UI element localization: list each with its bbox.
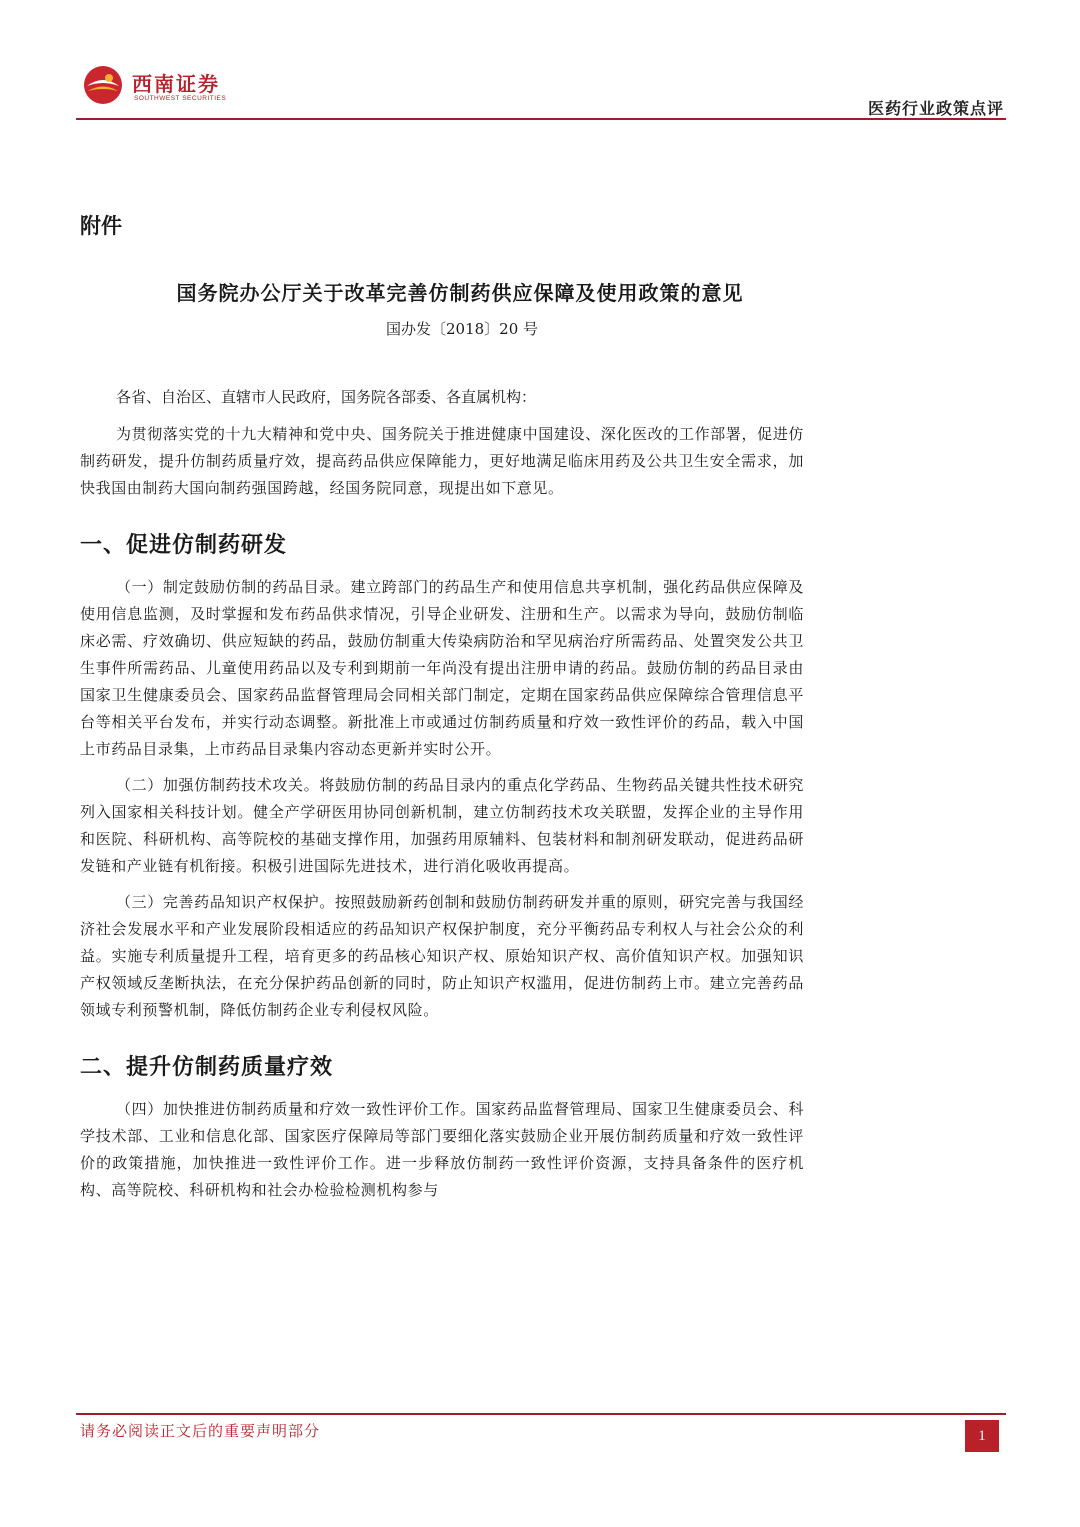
paragraph: （一）制定鼓励仿制的药品目录。建立跨部门的药品生产和使用信息共享机制，强化药品供应保障及使用信息监测，及时掌握和发布药品供求情况，引导企业研发、注册和生产。以需求为导向，鼓励仿制临床必需、疗效确切、供应短缺的药品，鼓励仿制重大传染病防治和罕见病治疗所需药品、处置突发公共卫生事件所需药品、儿童使用药品以及专利到期前一年尚没有提出注册申请的药品。鼓励仿制的药品目录由国家卫生健康委员会、国家药品监督管理局会同相关部门制定，定期在国家药品供应保障综合管理信息平台等相关平台发布，并实行动态调整。新批准上市或通过仿制药质量和疗效一致性评价的药品，载入中国上市药品目录集，上市药品目录集内容动态更新并实时公开。 xyxy=(80,578,804,758)
logo-english-text: SOUTHWEST SECURITIES xyxy=(134,95,227,102)
page-number: 1 xyxy=(965,1420,999,1452)
paragraph: （二）加强仿制药技术攻关。将鼓励仿制的药品目录内的重点化学药品、生物药品关键共性技术研究列入国家相关科技计划。健全产学研医用协同创新机制，建立仿制药技术攻关联盟，发挥企业的主导作用和医院、科研机构、高等院校的基础支撑作用，加强药用原辅料、包装材料和制剂研发联动，促进药品研发链和产业链有机衔接。积极引进国际先进技术，进行消化吸收再提高。 xyxy=(80,776,804,875)
section-heading: 一、促进仿制药研发 xyxy=(80,532,288,558)
company-logo xyxy=(82,64,232,110)
intro-paragraph: 为贯彻落实党的十九大精神和党中央、国务院关于推进健康中国建设、深化医改的工作部署，促进仿制药研发，提升仿制药质量疗效，提高药品供应保障能力，更好地满足临床用药及公共卫生安全需求，加快我国由制药大国向制药强国跨越，经国务院同意，现提出如下意见。 xyxy=(80,425,804,497)
document-body xyxy=(80,210,804,1213)
disclaimer-notice: 请务必阅读正文后的重要声明部分 xyxy=(80,1422,321,1440)
document-title: 国务院办公厅关于改革完善仿制药供应保障及使用政策的意见 xyxy=(176,281,744,305)
report-type-label: 医药行业政策点评 xyxy=(867,99,1004,118)
footer-divider xyxy=(76,1413,1006,1415)
page-header xyxy=(76,60,1006,122)
logo-emblem-icon xyxy=(82,64,124,106)
header-divider xyxy=(76,118,1006,120)
paragraph: （三）完善药品知识产权保护。按照鼓励新药创制和鼓励仿制药研发并重的原则，研究完善与我国经济社会发展水平和产业发展阶段相适应的药品知识产权保护制度，充分平衡药品专利权人与社会公众的利益。实施专利质量提升工程，培育更多的药品核心知识产权、原始知识产权、高价值知识产权。加强知识产权领域反垄断执法，在充分保护药品创新的同时，防止知识产权滥用，促进仿制药上市。建立完善药品领域专利预警机制，降低仿制药企业专利侵权风险。 xyxy=(80,893,804,1019)
section-heading: 二、提升仿制药质量疗效 xyxy=(80,1054,334,1080)
paragraph: （四）加快推进仿制药质量和疗效一致性评价工作。国家药品监督管理局、国家卫生健康委员会、科学技术部、工业和信息化部、国家医疗保障局等部门要细化落实鼓励企业开展仿制药质量和疗效一致性评价的政策措施，加快推进一致性评价工作。进一步释放仿制药一致性评价资源，支持具备条件的医疗机构、高等院校、科研机构和社会办检验检测机构参与 xyxy=(80,1100,804,1199)
attachment-label: 附件 xyxy=(80,213,122,238)
logo-chinese-text: 西南证券 xyxy=(132,72,220,96)
salutation: 各省、自治区、直辖市人民政府，国务院各部委、各直属机构： xyxy=(116,388,537,406)
document-number: 国办发〔2018〕20 号 xyxy=(385,320,539,338)
